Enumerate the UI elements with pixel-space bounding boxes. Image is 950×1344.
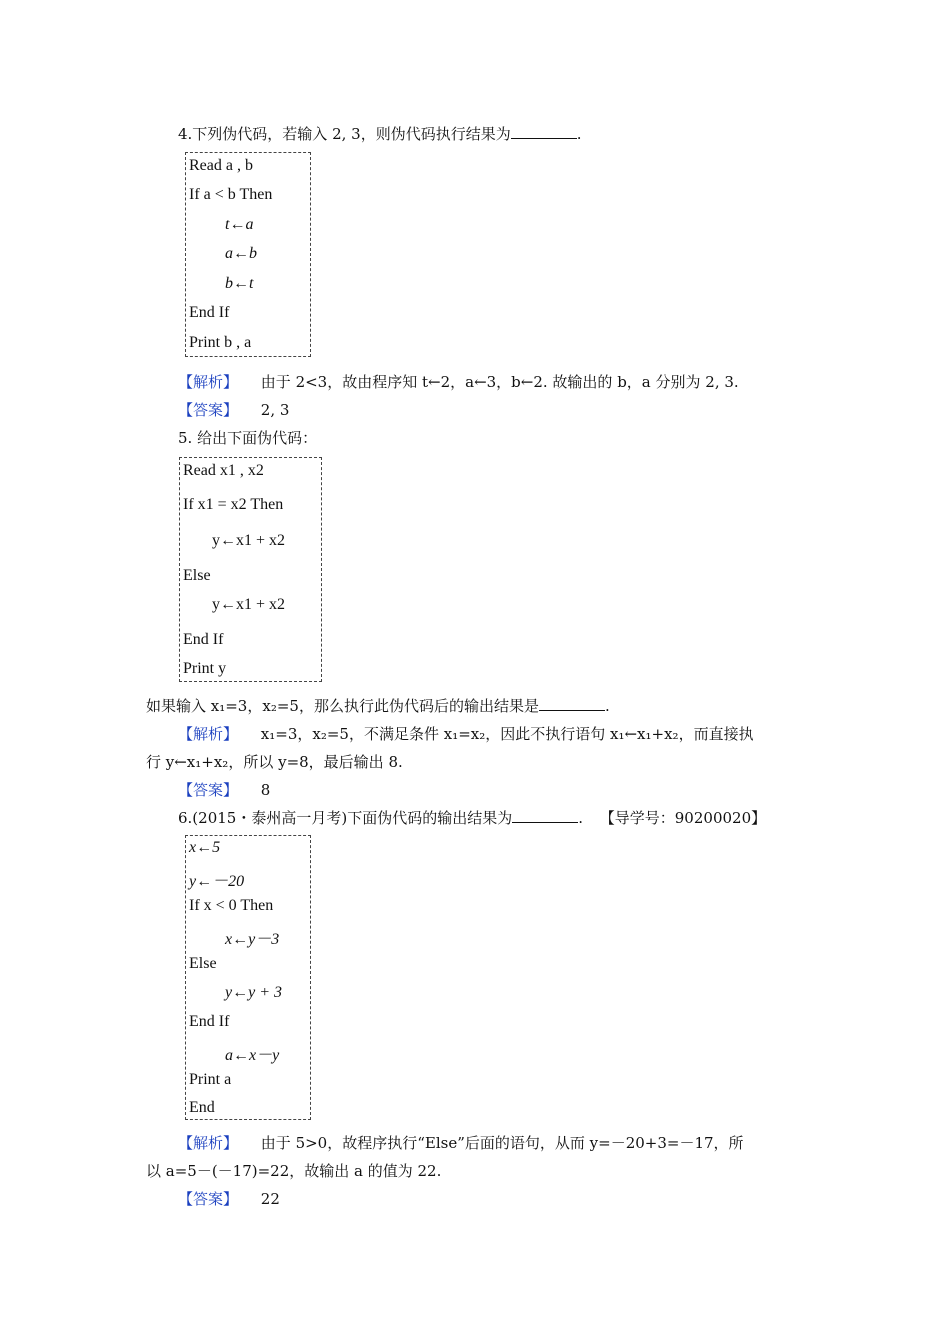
q4-code-line-1: Read a , b — [189, 157, 253, 174]
q6-code-box — [185, 835, 311, 1120]
q5-code-line-4: Else — [183, 567, 211, 584]
q6-analysis-line-1 — [178, 1132, 744, 1153]
q6-stem-line — [178, 807, 766, 828]
q5-question-tail: . — [604, 697, 610, 715]
q5-answer-blank — [539, 698, 605, 711]
q5-code-line-6: End If — [183, 631, 224, 648]
q6-answer-line — [178, 1188, 280, 1209]
q4-code-line-5: b←t — [225, 275, 254, 292]
q5-answer-line — [178, 779, 270, 800]
q4-code-line-6: End If — [189, 304, 230, 321]
q4-answer-line — [178, 399, 289, 420]
q6-code-line-8: a←x－y — [225, 1047, 280, 1064]
q6-code-line-4: x←y－3 — [225, 931, 280, 948]
q6-analysis-label: 【解析】 — [178, 1134, 239, 1152]
q6-code-line-1: x←5 — [189, 839, 221, 856]
q6-ref-number: 【导学号：90200020】 — [599, 809, 767, 827]
q6-code-line-5: Else — [189, 955, 217, 972]
q6-code-line-7: End If — [189, 1013, 230, 1030]
q6-code-line-2: y←－20 — [189, 873, 245, 890]
q4-stem-line — [178, 123, 582, 144]
q6-answer-label: 【答案】 — [178, 1190, 239, 1208]
q6-stem-tail: . — [578, 809, 583, 827]
q5-code-box — [179, 457, 322, 682]
q6-code-line-9: Print a — [189, 1071, 232, 1088]
q4-code-line-3: t←a — [225, 216, 254, 233]
q4-answer-label: 【答案】 — [178, 401, 239, 419]
q4-answer-blank — [511, 126, 577, 139]
q5-analysis-text-1: x₁=3，x₂=5，不满足条件 x₁=x₂，因此不执行语句 x₁←x₁+x₂，而直接执 — [260, 725, 754, 743]
q4-code-line-7: Print b , a — [189, 334, 252, 351]
q5-code-line-3: y←x1 + x2 — [212, 532, 286, 549]
q4-answer-text: 2, 3 — [260, 401, 290, 419]
q5-analysis-text-2: 行 y←x₁+x₂，所以 y=8，最后输出 8. — [146, 753, 403, 771]
q4-analysis-line — [178, 371, 739, 392]
q5-answer-text: 8 — [260, 781, 271, 799]
q5-code-line-2: If x1 = x2 Then — [183, 496, 284, 513]
q5-code-line-5: y←x1 + x2 — [212, 596, 286, 613]
q6-analysis-text-2: 以 a=5－(－17)=22，故输出 a 的值为 22. — [146, 1162, 442, 1180]
q5-analysis-label: 【解析】 — [178, 725, 239, 743]
q6-answer-text: 22 — [260, 1190, 280, 1208]
q6-code-line-6: y←y + 3 — [225, 984, 282, 1001]
q4-stem-tail: . — [576, 125, 582, 143]
q4-analysis-text: 由于 2<3，故由程序知 t←2，a←3，b←2. 故输出的 b，a 分别为 2, 3. — [260, 373, 739, 391]
q5-question-line — [146, 695, 610, 716]
q6-analysis-text-1: 由于 5>0，故程序执行“Else”后面的语句，从而 y=－20+3=－17，所 — [260, 1134, 744, 1152]
q5-analysis-line-1 — [178, 723, 754, 744]
q5-code-line-1: Read x1 , x2 — [183, 462, 264, 479]
q4-code-line-2: If a < b Then — [189, 186, 273, 203]
q6-code-line-3: If x < 0 Then — [189, 897, 274, 914]
q5-code-line-7: Print y — [183, 660, 227, 677]
q6-stem: 6.(2015・泰州高一月考)下面伪代码的输出结果为 — [178, 809, 513, 827]
q4-analysis-label: 【解析】 — [178, 373, 239, 391]
q6-code-line-10: End — [189, 1099, 215, 1116]
q5-answer-label: 【答案】 — [178, 781, 239, 799]
q5-question: 如果输入 x₁=3，x₂=5，那么执行此伪代码后的输出结果是 — [146, 697, 539, 715]
q4-stem: 4.下列伪代码，若输入 2, 3，则伪代码执行结果为 — [178, 125, 511, 143]
q6-answer-blank — [512, 810, 578, 823]
q5-stem: 5. 给出下面伪代码： — [178, 429, 318, 447]
q4-code-box — [185, 152, 311, 357]
q4-code-line-4: a←b — [225, 245, 257, 262]
